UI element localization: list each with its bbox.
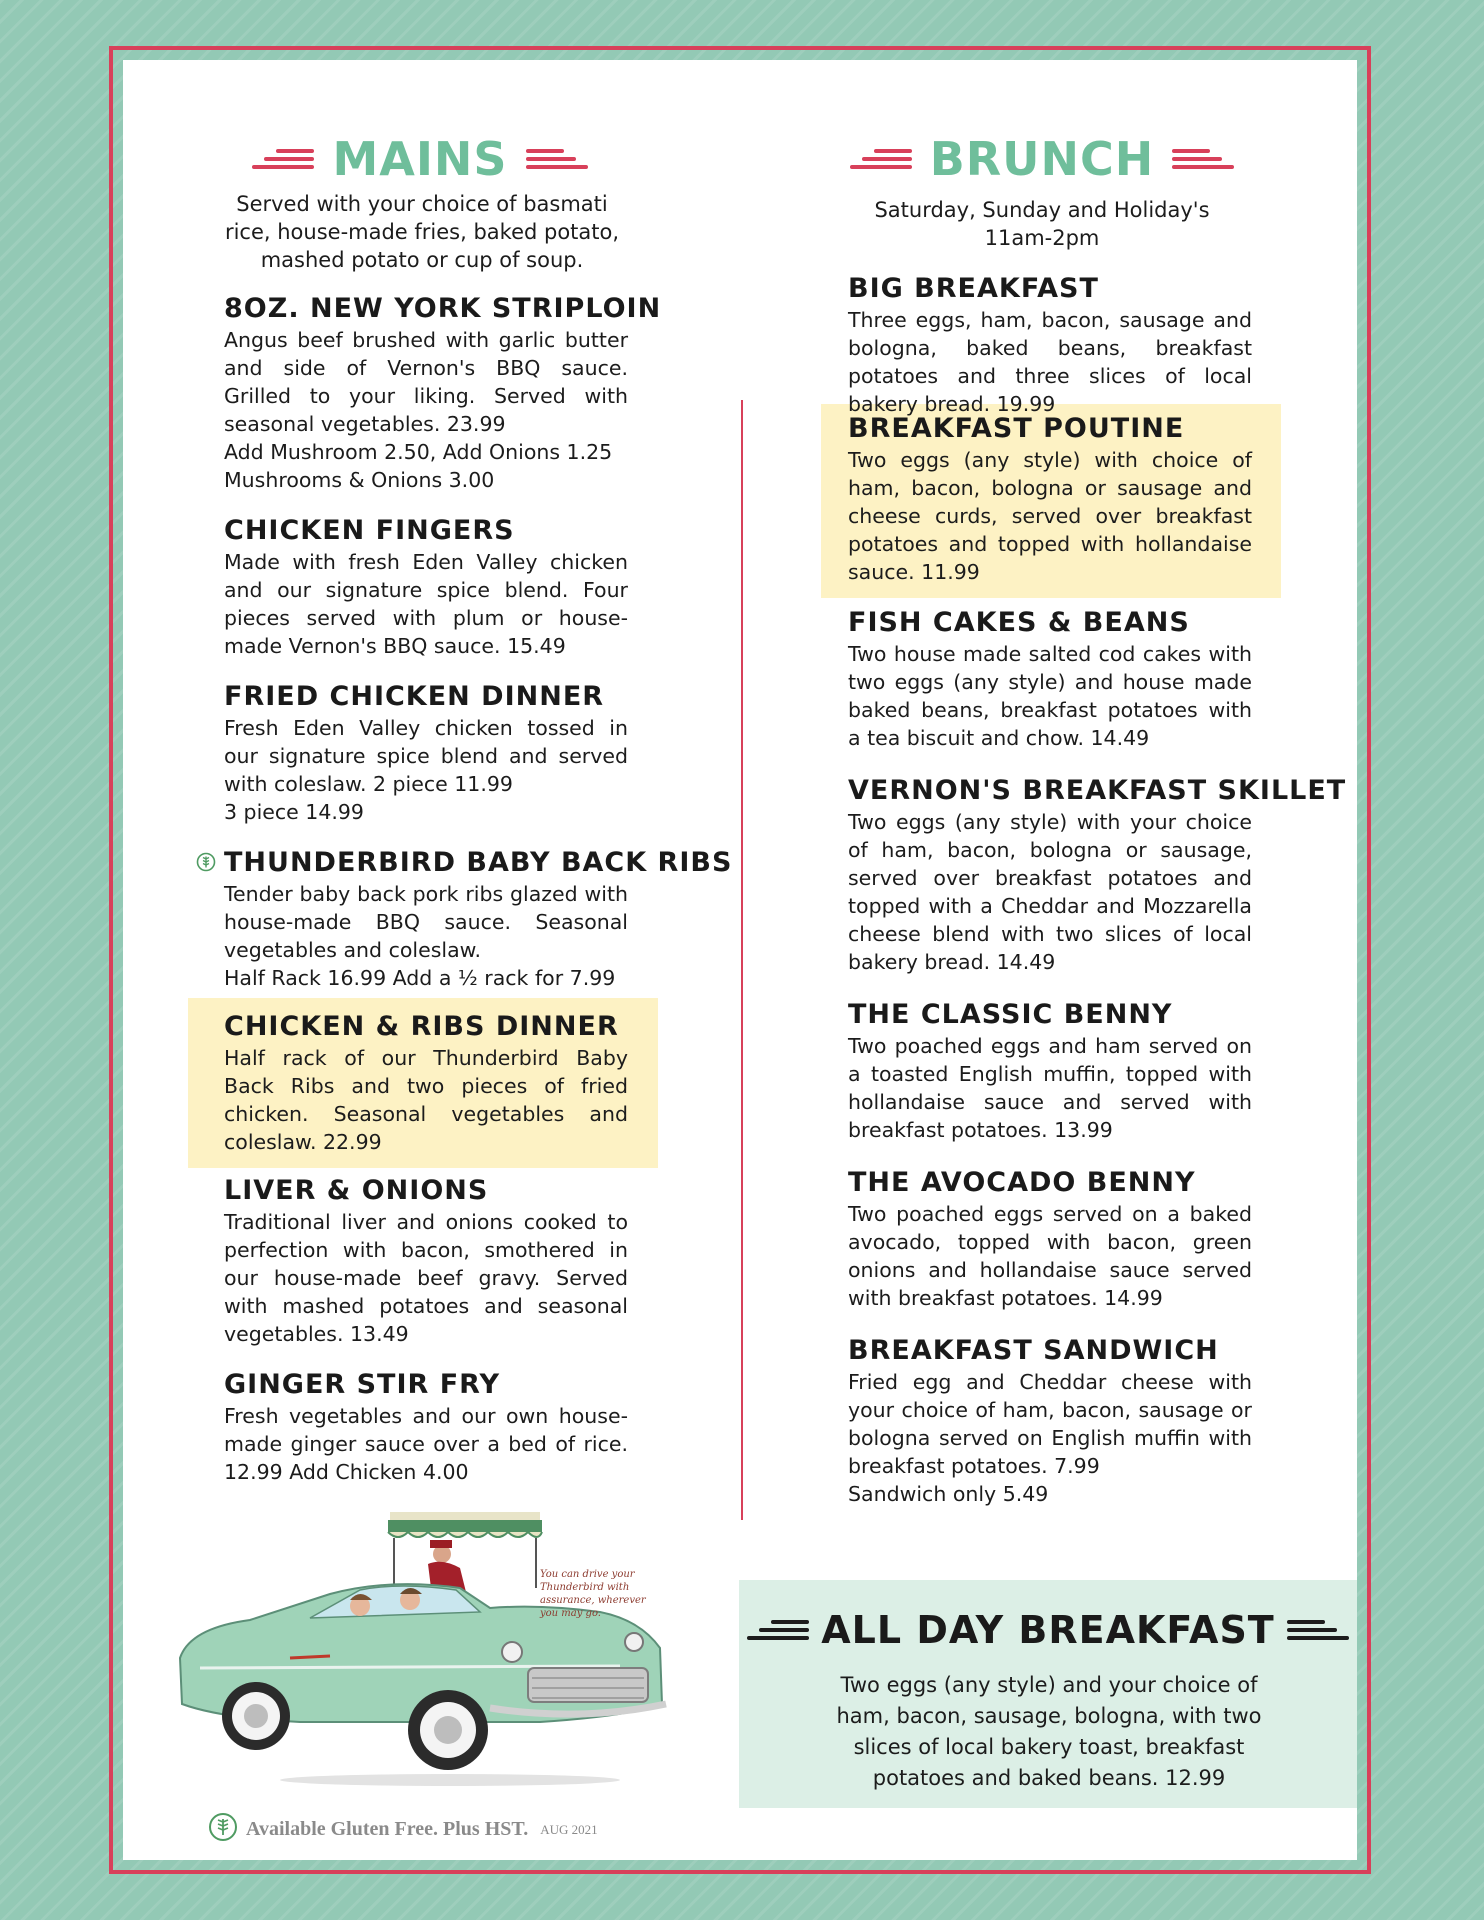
mains-intro: Served with your choice of basmati rice, house-made fries, baked potato, mashed potato or cup of soup. [224, 192, 620, 272]
brunch-hours: 11am-2pm [984, 226, 1100, 250]
all-day-description: Two eggs (any style) and your choice of ham, bacon, sausage, bologna, with two slices of local bakery toast, breakfast potatoes and baked beans. 12.99 [836, 1673, 1262, 1790]
all-day-breakfast-panel [739, 1580, 1357, 1808]
menu-item [848, 1166, 1252, 1312]
menu-item [224, 514, 628, 660]
item-description: Two poached eggs and ham served on a toasted English muffin, topped with hollandaise sauce and served with breakfast potatoes. 13.99 [848, 1034, 1252, 1142]
illustration-caption: You can drive your Thunderbird with assurance, wherever you may go. [540, 1569, 646, 1619]
menu-item [224, 1368, 628, 1486]
item-description: Three eggs, ham, bacon, sausage and bologna, baked beans, breakfast potatoes and three slices of local bakery bread. 19.99 [848, 308, 1252, 416]
all-day-heading [739, 1608, 1357, 1652]
item-description: Two eggs (any style) with choice of ham, bacon, bologna or sausage and cheese curds, served over breakfast potatoes and topped with hollandaise sauce. 11.99 [848, 448, 1252, 584]
item-description: Fresh vegetables and our own house-made ginger sauce over a bed of rice. 12.99 Add Chicken 4.00 [224, 1404, 628, 1484]
all-day-title: ALL DAY BREAKFAST [821, 1608, 1275, 1652]
menu-item [224, 846, 733, 992]
item-extra: Mushrooms & Onions 3.00 [224, 468, 495, 492]
item-name: THUNDERBIRD BABY BACK RIBS [224, 847, 733, 878]
item-name: LIVER & ONIONS [224, 1175, 489, 1206]
item-name: 8OZ. NEW YORK STRIPLOIN [224, 293, 662, 324]
menu-item [848, 1334, 1252, 1508]
gluten-free-icon [208, 1812, 238, 1847]
item-name: GINGER STIR FRY [224, 1369, 501, 1400]
item-description: Traditional liver and onions cooked to perfection with bacon, smothered in our house-made beef gravy. Served with mashed potatoes and seasonal vegetables. 13.49 [224, 1210, 628, 1346]
decorative-lines-icon [850, 149, 912, 169]
item-name: BREAKFAST POUTINE [848, 413, 1185, 444]
item-description: Half rack of our Thunderbird Baby Back Ribs and two pieces of fried chicken. Seasonal vegetables and coleslaw. 22.99 [224, 1046, 628, 1154]
footer-note [208, 1812, 598, 1847]
brunch-intro [842, 196, 1242, 252]
brunch-heading [842, 132, 1242, 186]
item-extra: Half Rack 16.99 Add a ½ rack for 7.99 [224, 966, 616, 990]
column-divider [741, 400, 743, 1520]
item-extra: Add Mushroom 2.50, Add Onions 1.25 [224, 440, 613, 464]
item-description: Made with fresh Eden Valley chicken and our signature spice blend. Four pieces served with plum or house-made Vernon's BBQ sauce. 15.49 [224, 550, 628, 658]
brunch-title: BRUNCH [929, 132, 1155, 186]
item-name: THE CLASSIC BENNY [848, 999, 1173, 1030]
item-extra: 3 piece 14.99 [224, 800, 364, 824]
item-description: Two poached eggs served on a baked avocado, topped with bacon, green onions and hollandaise sauce served with breakfast potatoes. 14.99 [848, 1202, 1252, 1310]
item-name: VERNON'S BREAKFAST SKILLET [848, 775, 1347, 806]
item-name: THE AVOCADO BENNY [848, 1167, 1196, 1198]
menu-item [848, 412, 1252, 586]
decorative-lines-icon [1172, 149, 1234, 169]
item-name: FISH CAKES & BEANS [848, 607, 1190, 638]
decorative-lines-icon [252, 149, 314, 169]
brunch-days: Saturday, Sunday and Holiday's [874, 198, 1210, 222]
item-name: BREAKFAST SANDWICH [848, 1335, 1219, 1366]
menu-item [224, 1010, 628, 1156]
menu-item [224, 1174, 628, 1348]
item-extra: Sandwich only 5.49 [848, 1482, 1049, 1506]
gluten-free-icon [196, 852, 216, 872]
decorative-lines-icon [526, 149, 588, 169]
menu-item [224, 680, 628, 826]
mains-title: MAINS [332, 132, 508, 186]
mains-heading [220, 132, 620, 186]
decorative-lines-icon [1287, 1620, 1349, 1640]
menu-item [848, 998, 1252, 1144]
menu-item [848, 272, 1252, 418]
item-description: Fresh Eden Valley chicken tossed in our signature spice blend and served with coleslaw. 2 piece 11.99 [224, 716, 628, 796]
item-description: Two house made salted cod cakes with two eggs (any style) and house made baked beans, breakfast potatoes with a tea biscuit and chow. 14.49 [848, 642, 1252, 750]
menu-item [848, 774, 1347, 976]
item-name: BIG BREAKFAST [848, 273, 1099, 304]
item-name: CHICKEN FINGERS [224, 515, 515, 546]
footer-text: Available Gluten Free. Plus HST. [246, 1818, 529, 1840]
decorative-lines-icon [747, 1620, 809, 1640]
item-description: Fried egg and Cheddar cheese with your choice of ham, bacon, sausage or bologna served on English muffin with breakfast potatoes. 7.99 [848, 1370, 1252, 1478]
menu-item [848, 606, 1252, 752]
item-description: Angus beef brushed with garlic butter and side of Vernon's BBQ sauce. Grilled to your liking. Served with seasonal vegetables. 23.99 [224, 328, 628, 436]
menu-item [224, 292, 662, 494]
item-description: Two eggs (any style) with your choice of ham, bacon, bologna or sausage, served over breakfast potatoes and topped with a Cheddar and Mozzarella cheese blend with two slices of local bakery bread. 14.49 [848, 810, 1252, 974]
footer-date: AUG 2021 [540, 1821, 598, 1837]
car-illustration [160, 1508, 674, 1810]
item-description: Tender baby back pork ribs glazed with house-made BBQ sauce. Seasonal vegetables and coleslaw. [224, 882, 628, 962]
item-name: CHICKEN & RIBS DINNER [224, 1011, 619, 1042]
item-name: FRIED CHICKEN DINNER [224, 681, 605, 712]
